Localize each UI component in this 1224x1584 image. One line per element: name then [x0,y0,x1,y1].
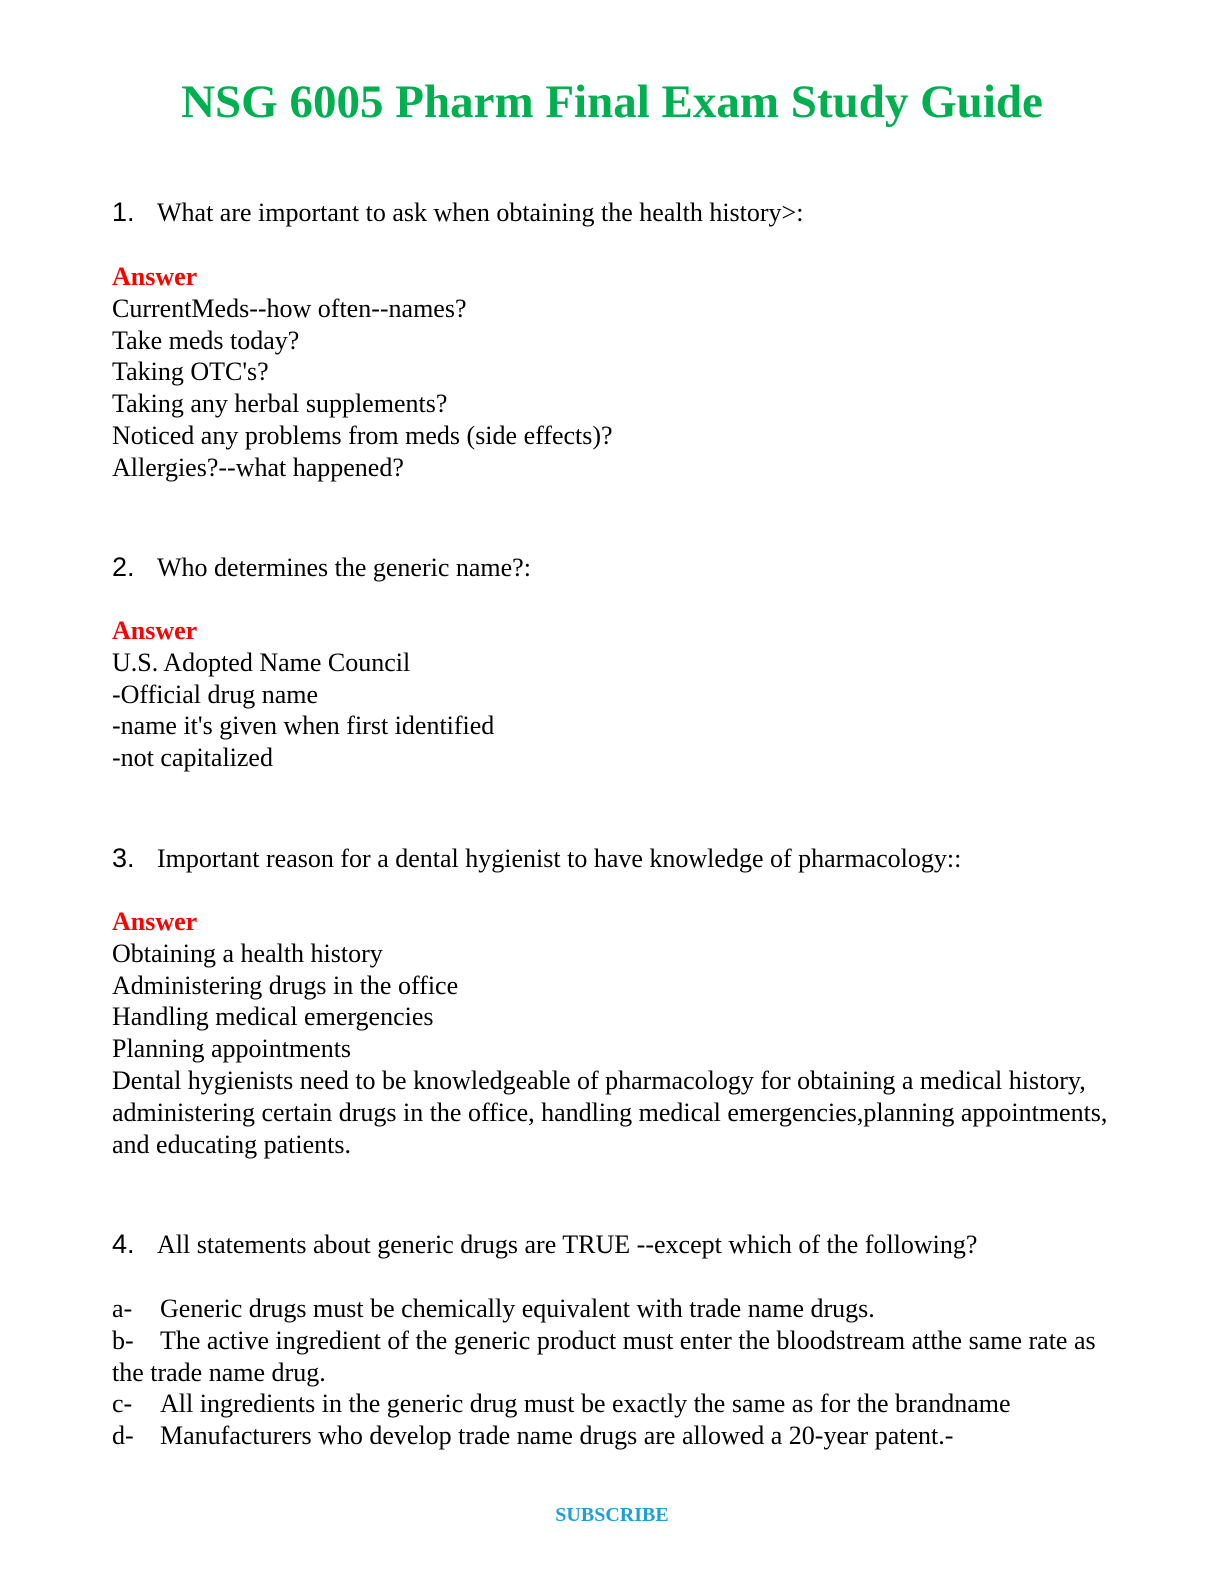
option-a [112,1293,1122,1325]
option-letter: b- [112,1325,134,1355]
option-letter: a- [112,1294,133,1323]
question-3 [112,842,961,875]
question-text: Who determines the generic name?: [157,553,531,582]
answer-3 [112,906,1122,1160]
answer-label: Answer [112,262,198,291]
option-c [112,1388,1122,1420]
answer-paragraph: Dental hygienists need to be knowledgeable of pharmacology for obtaining a medical history, administering certain drugs in the office, handling medical emergencies,planning appointments, and educating patients. [112,1065,1108,1159]
question-number: 2. [112,552,135,582]
answer-line: Take meds today? [112,325,300,355]
answer-line: Taking any herbal supplements? [112,389,448,419]
answer-line: U.S. Adopted Name Council [112,647,411,677]
question-number: 3. [112,843,135,873]
answer-line: Obtaining a health history [112,938,383,968]
page-title: NSG 6005 Pharm Final Exam Study Guide [181,76,1043,128]
question-4 [112,1228,977,1261]
subscribe-link[interactable]: SUBSCRIBE [555,1504,669,1526]
options-4 [112,1293,1122,1452]
question-1 [112,196,803,229]
question-text: Important reason for a dental hygienist to have knowledge of pharmacology:: [157,844,962,873]
answer-line: Taking OTC's? [112,357,269,387]
answer-line: Allergies?--what happened? [112,452,404,482]
answer-line: CurrentMeds--how often--names? [112,293,467,323]
question-text: What are important to ask when obtaining the health history>: [157,198,804,227]
answer-label: Answer [112,616,198,645]
question-2 [112,551,531,584]
option-letter: c- [112,1389,133,1419]
answer-label: Answer [112,907,198,936]
answer-1 [112,261,613,484]
option-letter: d- [112,1421,134,1451]
question-number: 4. [112,1229,135,1259]
answer-line: Handling medical emergencies [112,1002,434,1032]
question-text: All statements about generic drugs are TRUE --except which of the following? [157,1230,978,1259]
option-b [112,1325,1122,1389]
option-text: All ingredients in the generic drug must be exactly the same as for the brandname [160,1389,1011,1419]
answer-line: Administering drugs in the office [112,970,459,1000]
option-text: Generic drugs must be chemically equivalent with trade name drugs. [160,1294,875,1323]
answer-line: -not capitalized [112,743,273,773]
question-number: 1. [112,197,135,227]
answer-line: -name it's given when first identified [112,711,495,741]
option-d [112,1420,1122,1452]
answer-line: -Official drug name [112,679,318,709]
answer-line: Planning appointments [112,1034,352,1064]
answer-2 [112,615,494,774]
option-text: The active ingredient of the generic product must enter the bloodstream atthe same rate as the trade name drug. [112,1325,1096,1387]
option-text: Manufacturers who develop trade name drugs are allowed a 20-year patent.- [160,1421,954,1451]
answer-line: Noticed any problems from meds (side effects)? [112,420,613,450]
